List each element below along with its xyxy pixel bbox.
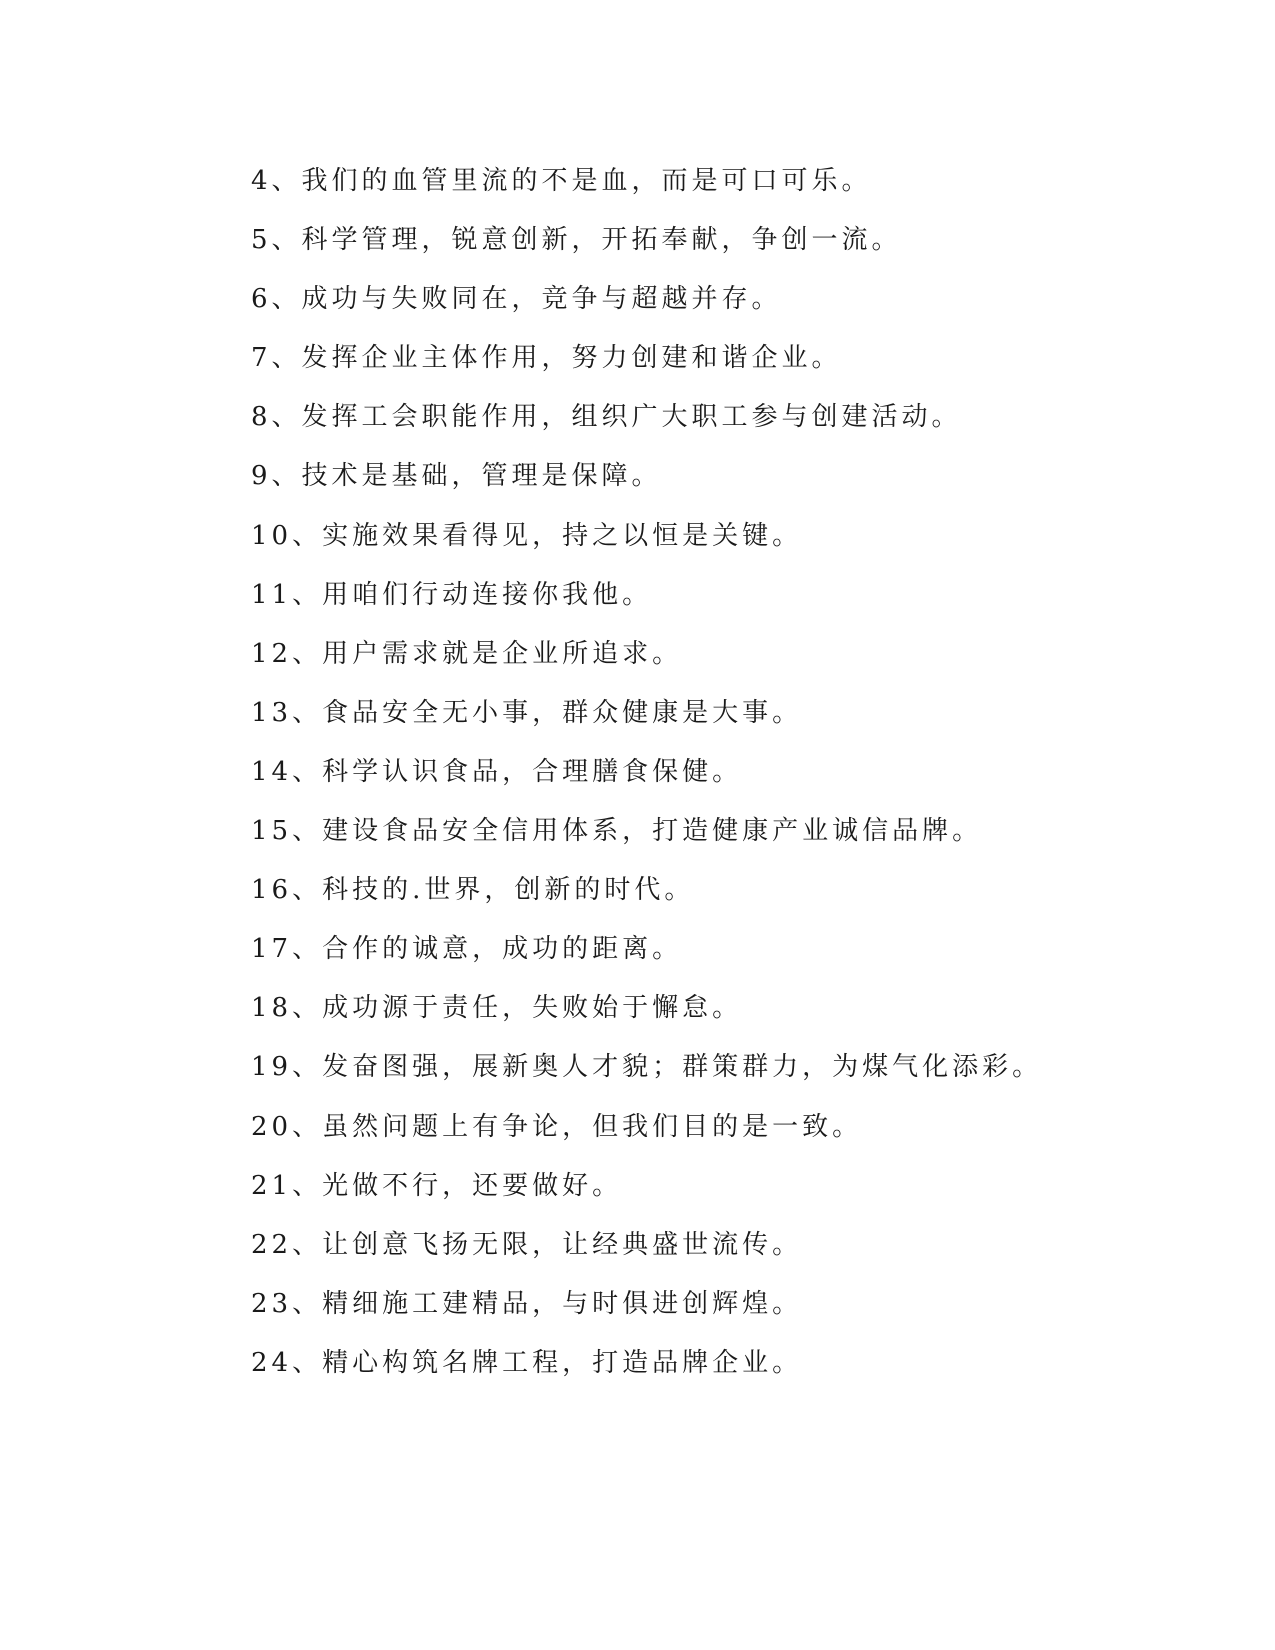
slogan-list — [251, 160, 1211, 1401]
slogan-line-22: 22、让创意飞扬无限，让经典盛世流传。 — [251, 1229, 803, 1260]
slogan-line-9: 9、技术是基础，管理是保障。 — [251, 461, 662, 492]
slogan-line-6: 6、成功与失败同在，竞争与超越并存。 — [251, 284, 782, 315]
slogan-line-10: 10、实施效果看得见，持之以恒是关键。 — [251, 520, 803, 551]
slogan-line-21: 21、光做不行，还要做好。 — [251, 1170, 623, 1201]
slogan-line-20: 20、虽然问题上有争论，但我们目的是一致。 — [251, 1111, 863, 1142]
slogan-line-15: 15、建设食品安全信用体系，打造健康产业诚信品牌。 — [251, 816, 983, 847]
slogan-line-14: 14、科学认识食品，合理膳食保健。 — [251, 756, 743, 787]
slogan-line-24: 24、精心构筑名牌工程，打造品牌企业。 — [251, 1347, 803, 1378]
slogan-line-11: 11、用咱们行动连接你我他。 — [251, 579, 653, 610]
slogan-line-13: 13、食品安全无小事，群众健康是大事。 — [251, 697, 803, 728]
slogan-line-18: 18、成功源于责任，失败始于懈怠。 — [251, 993, 743, 1024]
slogan-line-19: 19、发奋图强，展新奥人才貌；群策群力，为煤气化添彩。 — [251, 1052, 1043, 1083]
slogan-line-12: 12、用户需求就是企业所追求。 — [251, 638, 683, 669]
slogan-line-23: 23、精细施工建精品，与时俱进创辉煌。 — [251, 1288, 803, 1319]
slogan-line-4: 4、我们的血管里流的不是血，而是可口可乐。 — [251, 166, 872, 196]
slogan-line-5: 5、科学管理，锐意创新，开拓奉献，争创一流。 — [251, 225, 902, 256]
slogan-line-17: 17、合作的诚意，成功的距离。 — [251, 934, 683, 965]
slogan-line-16: 16、科技的.世界，创新的时代。 — [251, 875, 695, 906]
slogan-line-8: 8、发挥工会职能作用，组织广大职工参与创建活动。 — [251, 402, 962, 433]
slogan-line-7: 7、发挥企业主体作用，努力创建和谐企业。 — [251, 343, 842, 374]
